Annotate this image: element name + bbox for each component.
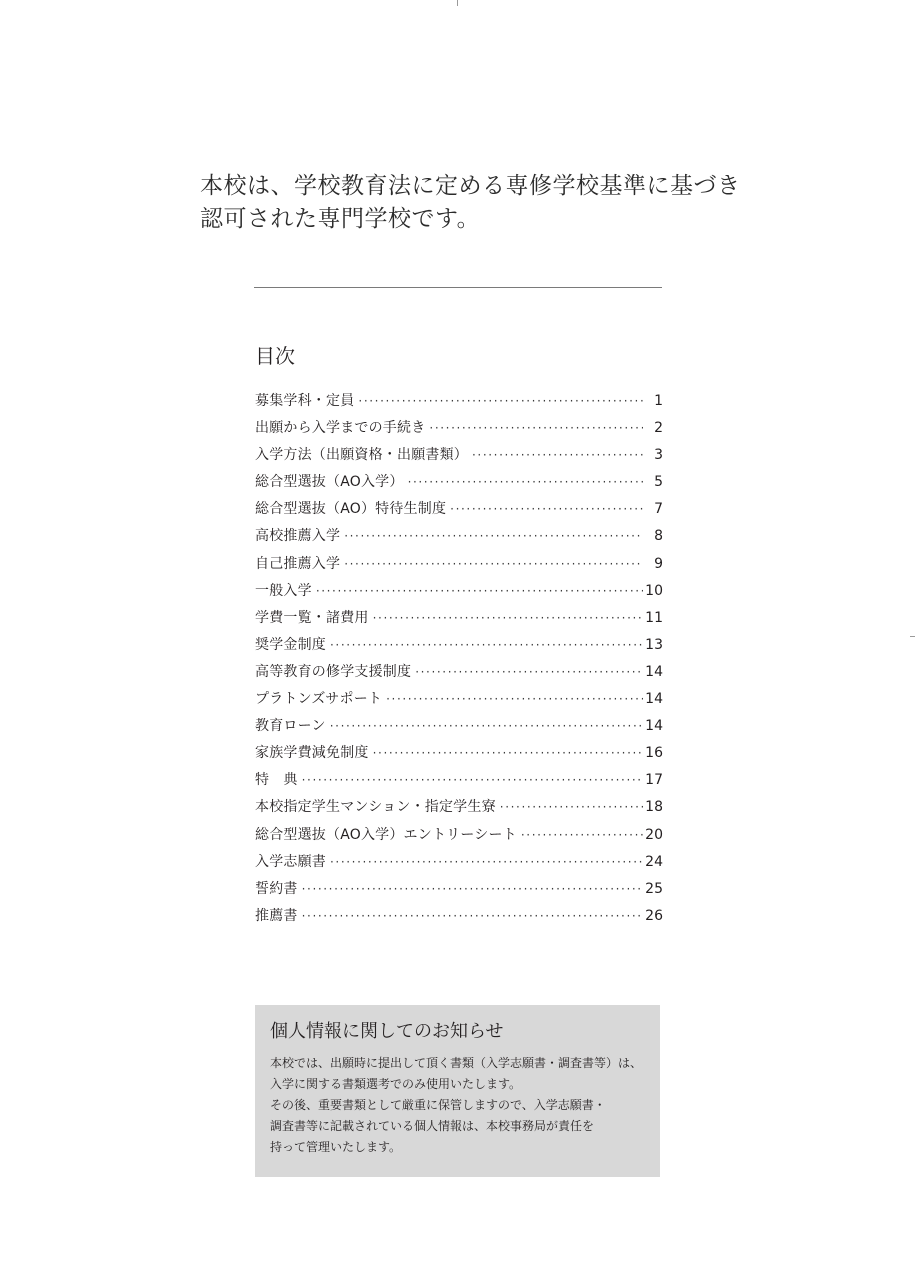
toc-entry-page-number: 1 (654, 393, 663, 409)
toc-dot-leader (373, 605, 643, 632)
toc-dot-leader (330, 632, 643, 659)
privacy-notice-line: 調査書等に記載されている個人情報は、本校事務局が責任を (270, 1119, 595, 1133)
toc-entry-title: プラトンズサポート (255, 691, 383, 708)
toc-entry-page-number: 7 (654, 501, 663, 518)
toc-dot-leader (521, 822, 643, 849)
toc-entry-page-number: 14 (645, 691, 663, 708)
toc-entry[interactable] (255, 794, 663, 821)
toc-entry-title: 入学方法（出願資格・出願書類） (255, 447, 468, 464)
toc-entry-page-number: 11 (645, 609, 663, 626)
toc-entry-title: 出願から入学までの手続き (255, 420, 426, 437)
intro-line-2: 認可された専門学校です。 (200, 206, 481, 232)
toc-entry[interactable] (255, 469, 663, 496)
toc-entry[interactable] (255, 415, 663, 442)
toc-dot-leader (450, 496, 643, 523)
toc-dot-leader (373, 740, 643, 767)
toc-entry[interactable] (255, 822, 663, 849)
toc-dot-leader (408, 469, 643, 496)
toc-entry-page-number: 17 (645, 772, 663, 789)
toc-entry-page-number: 13 (645, 636, 663, 653)
table-of-contents (255, 388, 663, 930)
toc-entry-title: 推薦書 (255, 907, 298, 924)
toc-entry[interactable] (255, 605, 663, 632)
toc-entry-title: 自己推薦入学 (255, 555, 341, 572)
toc-dot-leader (500, 794, 643, 821)
privacy-notice-line: その後、重要書類として厳重に保管しますので、入学志願書・ (270, 1098, 606, 1112)
toc-dot-leader (316, 578, 643, 605)
toc-entry[interactable] (255, 442, 663, 469)
toc-dot-leader (344, 551, 643, 578)
toc-entry[interactable] (255, 388, 663, 415)
toc-dot-leader (302, 903, 643, 930)
toc-dot-leader (302, 767, 643, 794)
toc-dot-leader (302, 876, 643, 903)
toc-entry[interactable] (255, 767, 663, 794)
privacy-notice-line: 本校では、出願時に提出して頂く書類（入学志願書・調査書等）は、 (270, 1056, 643, 1070)
toc-entry-title: 総合型選抜（AO入学） (255, 474, 404, 491)
toc-entry[interactable] (255, 523, 663, 550)
section-divider (254, 287, 662, 288)
toc-dot-leader (344, 523, 643, 550)
toc-entry-page-number: 10 (645, 582, 663, 599)
toc-entry-page-number: 8 (654, 528, 663, 545)
toc-dot-leader (330, 849, 643, 876)
privacy-notice-body (270, 1053, 645, 1158)
toc-heading: 目次 (255, 344, 295, 368)
toc-dot-leader (429, 415, 643, 442)
toc-dot-leader (472, 442, 643, 469)
toc-entry-title: 入学志願書 (255, 853, 326, 870)
toc-entry-title: 学費一覧・諸費用 (255, 609, 369, 626)
crop-mark-top (457, 0, 458, 6)
crop-mark-right (910, 636, 915, 637)
toc-entry[interactable] (255, 578, 663, 605)
toc-entry-page-number: 18 (645, 799, 663, 816)
toc-entry-title: 誓約書 (255, 880, 298, 897)
toc-entry[interactable] (255, 713, 663, 740)
toc-entry[interactable] (255, 496, 663, 523)
toc-entry-title: 特 典 (255, 772, 298, 789)
privacy-notice-box (255, 1005, 660, 1177)
toc-entry-page-number: 26 (645, 907, 663, 924)
privacy-notice-line: 入学に関する書類選考でのみ使用いたします。 (270, 1077, 522, 1091)
privacy-notice-line: 持って管理いたします。 (270, 1140, 402, 1154)
toc-entry[interactable] (255, 632, 663, 659)
toc-entry-title: 高等教育の修学支援制度 (255, 663, 412, 680)
toc-entry-page-number: 24 (645, 853, 663, 870)
toc-entry[interactable] (255, 849, 663, 876)
toc-entry-page-number: 25 (645, 880, 663, 897)
toc-entry-title: 一般入学 (255, 582, 312, 599)
toc-entry[interactable] (255, 876, 663, 903)
toc-entry-title: 募集学科・定員 (255, 393, 355, 409)
toc-entry[interactable] (255, 903, 663, 930)
intro-statement (200, 170, 800, 236)
toc-entry-page-number: 3 (654, 447, 663, 464)
toc-entry-title: 総合型選抜（AO入学）エントリーシート (255, 826, 517, 843)
toc-entry-title: 高校推薦入学 (255, 528, 341, 545)
toc-dot-leader (386, 686, 643, 713)
toc-entry-title: 総合型選抜（AO）特待生制度 (255, 501, 447, 518)
toc-entry-title: 教育ローン (255, 718, 326, 735)
intro-line-1: 本校は、学校教育法に定める専修学校基準に基づき (200, 173, 741, 199)
toc-entry[interactable] (255, 740, 663, 767)
toc-entry-page-number: 14 (645, 663, 663, 680)
toc-entry-title: 奨学金制度 (255, 636, 326, 653)
toc-entry-page-number: 20 (645, 826, 663, 843)
toc-entry[interactable] (255, 659, 663, 686)
toc-entry[interactable] (255, 686, 663, 713)
toc-entry-page-number: 5 (654, 474, 663, 491)
toc-dot-leader (330, 713, 643, 740)
toc-entry-page-number: 9 (654, 555, 663, 572)
toc-dot-leader (415, 659, 643, 686)
toc-entry-title: 家族学費減免制度 (255, 745, 369, 762)
toc-entry-title: 本校指定学生マンション・指定学生寮 (255, 799, 496, 816)
toc-entry-page-number: 14 (645, 718, 663, 735)
toc-entry-page-number: 2 (654, 420, 663, 437)
toc-dot-leader (358, 388, 643, 415)
privacy-notice-title: 個人情報に関してのお知らせ (270, 1021, 504, 1042)
toc-entry-page-number: 16 (645, 745, 663, 762)
toc-entry[interactable] (255, 551, 663, 578)
